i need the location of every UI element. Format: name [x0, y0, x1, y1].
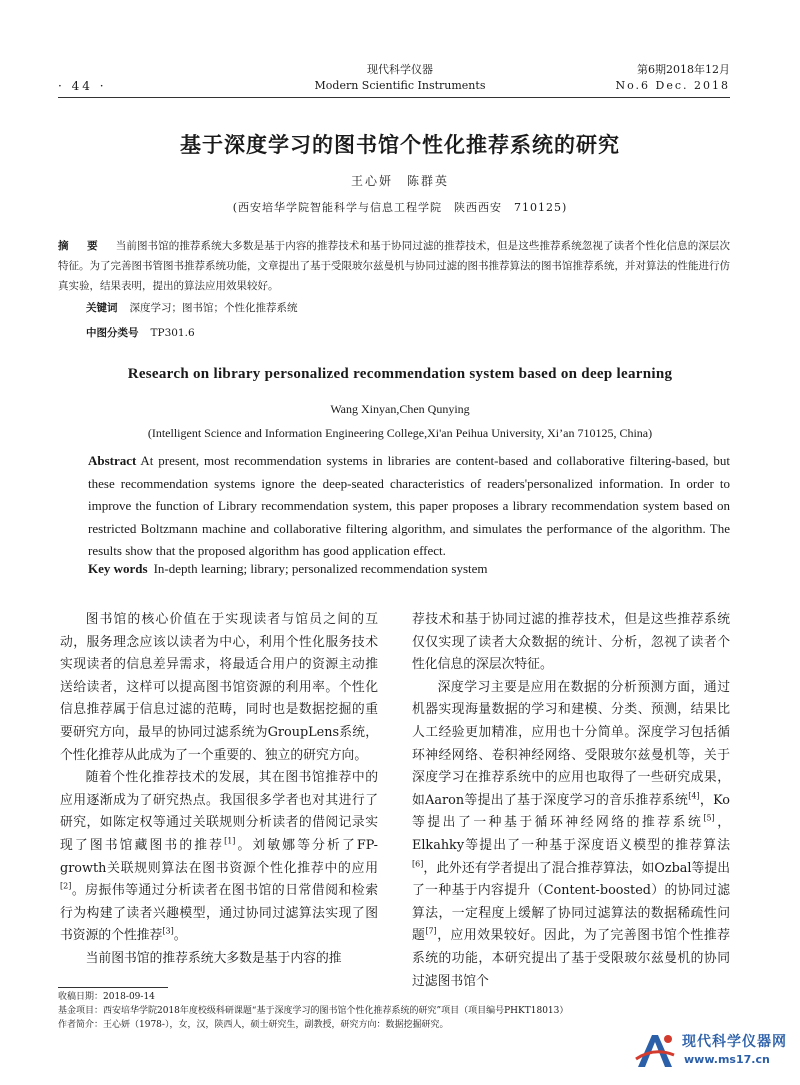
issue-info [560, 62, 730, 94]
watermark-url: www.ms17.cn [684, 1053, 770, 1066]
watermark-logo-icon [632, 1029, 676, 1073]
footnote-received: 收稿日期：2018-09-14 [58, 992, 155, 1002]
citation-ref: [1] [224, 836, 236, 846]
body-paragraph: 深度学习主要是应用在数据的分析预测方面，通过机器实现海量数据的学习和建模、分类、预测，结果比人工经验更加精准，应用也十分简单。深度学习包括循环神经网络、卷积神经网络、受限玻尔兹曼机等，关于深度学习在推荐系统中的应用也取得了一些研究成果，如Aaron等提出了基于深度学习的音乐推荐系统[4]，Ko等提出了一种基于循环神经网络的推荐系统[5]，Elkahky等提出了一种基于深度语义模型的推荐算法[6]，此外还有学者提出了混合推荐算法，如Ozbal等提出了一种基于内容提升（Content-boosted）的协同过滤算法，一定程度上缓解了协同过滤算法的数据稀疏性问题[7]，应用效果较好。因此，为了完善图书馆个性推荐系统的功能，本研究提出了基于受限玻尔兹曼机的协同过滤图书馆个 [412, 679, 731, 989]
article-title-cn: 基于深度学习的图书馆个性化推荐系统的研究 [180, 133, 620, 157]
keywords-cn-text: 深度学习；图书馆；个性化推荐系统 [129, 302, 298, 314]
keywords-cn-label: 关键词 [86, 302, 118, 314]
classification-code: TP301.6 [150, 327, 195, 339]
footnote-divider [58, 987, 168, 988]
footnote-author-bio: 作者简介：王心妍（1978-），女，汉，陕西人，硕士研究生，副教授，研究方向：数据挖掘研究。 [58, 1020, 449, 1030]
abstract-en-text: At present, most recommendation systems in libraries are content-based and collaborative filtering-based, but these recommendation systems ignore the deep-seated characteristics of readers'personalized information. In order to improve the function of Library recommendation system, this paper proposes a library recommendation system based on restricted Boltzmann machine and collaborative filtering algorithm, and simulates the performance of the algorithm. The results show that the proposed algorithm has good application effect. [88, 453, 730, 558]
page-number: · 44 · [58, 79, 107, 93]
keywords-en-label: Key words [88, 561, 148, 576]
authors-cn: 王心妍 陈群英 [350, 174, 449, 188]
citation-ref: [6] [412, 859, 424, 869]
body-column-left [60, 609, 378, 971]
citation-ref: [3] [162, 927, 174, 937]
abstract-cn-label: 摘 要 [58, 240, 102, 252]
citation-ref: [4] [688, 791, 700, 801]
affiliation-cn: (西安培华学院智能科学与信息工程学院 陕西西安 710125) [232, 201, 568, 214]
journal-name-en: Modern Scientific Instruments [314, 79, 486, 92]
article-title-en: Research on library personalized recommendation system based on deep learning [127, 366, 673, 382]
footnotes [58, 990, 730, 1032]
citation-ref: [5] [703, 814, 715, 824]
citation-ref: [2] [60, 881, 72, 891]
issue-en: No.6 Dec. 2018 [615, 79, 730, 92]
abstract-cn [58, 236, 730, 296]
site-watermark [632, 1025, 792, 1075]
body-paragraph: 荐技术和基于协同过滤的推荐技术，但是这些推荐系统仅仅实现了读者大众数据的统计、分析，忽视了读者个性化信息的深层次特征。 [412, 612, 730, 673]
keywords-cn [86, 300, 298, 315]
issue-cn: 第6期2018年12月 [637, 63, 730, 76]
abstract-en [88, 450, 730, 563]
citation-ref: [7] [425, 927, 437, 937]
classification-cn [86, 325, 195, 340]
header-divider [58, 97, 730, 98]
journal-name-cn: 现代科学仪器 [367, 63, 433, 76]
body-column-right [412, 609, 730, 993]
watermark-name: 现代科学仪器网 [682, 1034, 787, 1050]
body-paragraph: 随着个性化推荐技术的发展，其在图书馆推荐中的应用逐渐成为了研究热点。我国很多学者也对其进行了研究，如陈定权等通过关联规则分析读者的借阅记录实现了图书馆藏图书的推荐[1]。刘敏娜等分析了FP-growth关联规则算法在图书资源个性化推荐中的应用[2]。房振伟等通过分析读者在图书馆的日常借阅和检索行为构建了读者兴趣模型，通过协同过滤算法实现了图书资源的个性推荐[3]。 [60, 770, 379, 944]
authors-en: Wang Xinyan,Chen Qunying [330, 402, 470, 416]
footnote-fund: 基金项目：西安培华学院2018年度校级科研课题“基于深度学习的图书馆个性化推荐系统的研究”项目（项目编号PHKT18013） [58, 1006, 569, 1016]
abstract-en-label: Abstract [88, 453, 137, 468]
journal-header [250, 62, 550, 94]
keywords-en-text: In-depth learning; library; personalized recommendation system [153, 561, 488, 576]
classification-label: 中图分类号 [86, 327, 139, 339]
keywords-en [88, 561, 488, 577]
abstract-cn-text: 当前图书馆的推荐系统大多数是基于内容的推荐技术和基于协同过滤的推荐技术，但是这些推荐系统忽视了读者个性化信息的深层次特征。为了完善图书管图书推荐系统功能，文章提出了基于受限玻尔兹曼机与协同过滤的图书推荐算法的图书馆推荐系统，并对算法的性能进行仿真实验，结果表明，提出的算法应用效果较好。 [58, 240, 731, 292]
body-paragraph: 当前图书馆的推荐系统大多数是基于内容的推 [85, 950, 342, 966]
affiliation-en: (Intelligent Science and Information Engineering College,Xi'an Peihua University, Xi’an 710125, China) [147, 426, 653, 440]
body-paragraph: 图书馆的核心价值在于实现读者与馆员之间的互动，服务理念应该以读者为中心，利用个性化服务技术实现读者的信息差异需求，将最适合用户的资源主动推送给读者，这样可以提高图书馆资源的利用率。个性化信息推荐属于信息过滤的范畴，同时也是数据挖掘的重要研究方向，最早的协同过滤系统为GroupLens系统，个性化推荐从此成为了一个重要的、独立的研究方向。 [60, 612, 378, 763]
